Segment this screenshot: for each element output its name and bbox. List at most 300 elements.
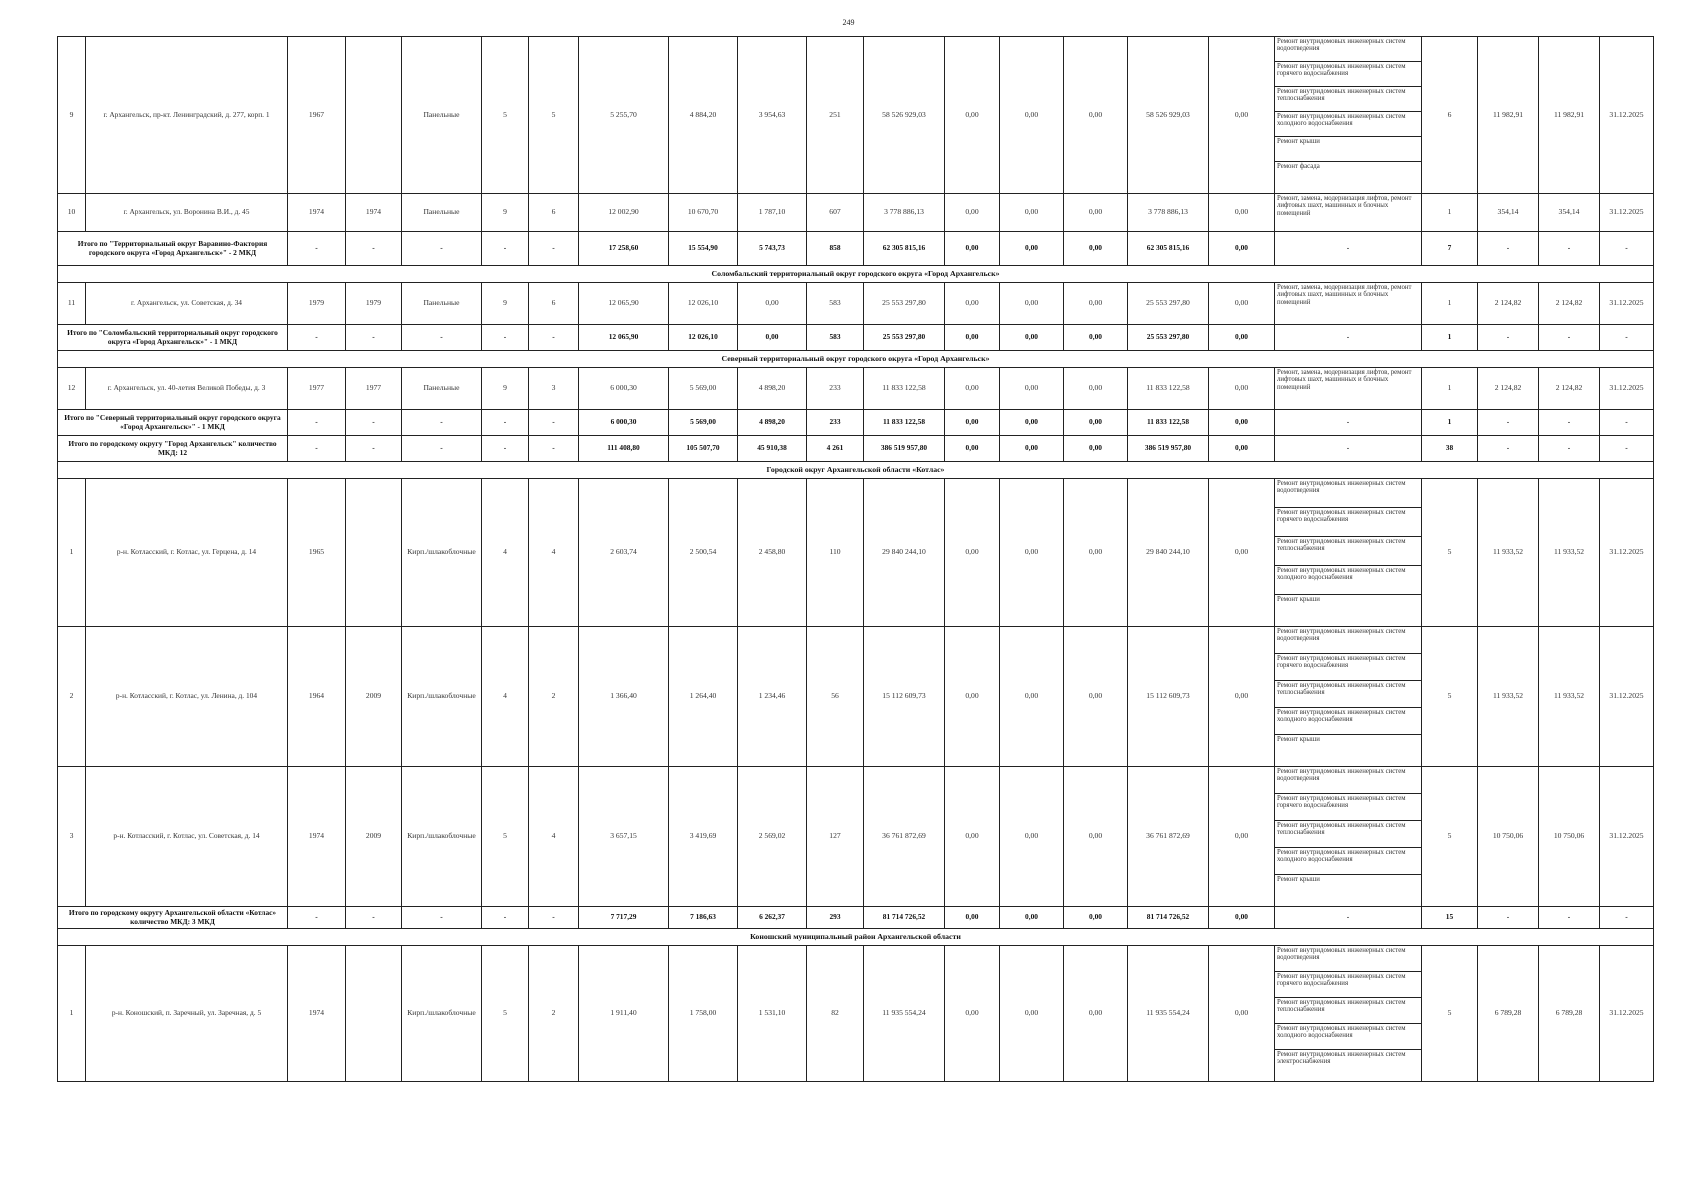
works-list <box>1275 368 1422 410</box>
work-item: Ремонт фасада <box>1277 163 1320 170</box>
total-cost-total: 25 553 297,80 <box>864 325 945 351</box>
works-count: 5 <box>1422 627 1478 767</box>
total-f2: 0,00 <box>1000 325 1064 351</box>
row-number: 10 <box>58 194 86 232</box>
table-row <box>58 194 1654 232</box>
residents: 110 <box>807 479 864 627</box>
unit-cost: 11 933,52 <box>1478 627 1539 767</box>
dash-cell: - <box>529 907 579 929</box>
total-area-res: 0,00 <box>738 325 807 351</box>
area-living: 4 884,20 <box>669 37 738 194</box>
work-item: Ремонт внутридомовых инженерных систем холодного водоснабжения <box>1275 1024 1421 1050</box>
total-f4: 62 305 815,16 <box>1128 232 1209 266</box>
works-count: 1 <box>1422 368 1478 410</box>
dash-cell: - <box>1600 410 1654 436</box>
dash-cell: - <box>1478 232 1539 266</box>
total-label: Итого по "Соломбальский территориальный округ городского округа «Город Архангельск»" - 1 МКД <box>58 325 288 351</box>
f5: 0,00 <box>1209 368 1275 410</box>
residents: 127 <box>807 767 864 907</box>
section-header-row <box>58 929 1654 946</box>
f5: 0,00 <box>1209 283 1275 325</box>
work-item: Ремонт крыши <box>1275 137 1421 162</box>
area-living: 10 670,70 <box>669 194 738 232</box>
area-total: 2 603,74 <box>579 479 669 627</box>
f1: 0,00 <box>945 767 1000 907</box>
work-item: Ремонт, замена, модернизация лифтов, ремонт лифтовых шахт, машинных и блочных помещений <box>1277 284 1412 306</box>
f3: 0,00 <box>1064 627 1128 767</box>
floors: 9 <box>482 283 529 325</box>
section-header-row <box>58 462 1654 479</box>
total-residents: 233 <box>807 410 864 436</box>
f5: 0,00 <box>1209 479 1275 627</box>
dash-cell: - <box>482 436 529 462</box>
f3: 0,00 <box>1064 946 1128 1082</box>
total-cost-total: 62 305 815,16 <box>864 232 945 266</box>
work-item: Ремонт внутридомовых инженерных систем водоотведения <box>1275 37 1421 62</box>
work-item: Ремонт внутридомовых инженерных систем горячего водоснабжения <box>1275 508 1421 537</box>
dash-cell: - <box>1275 907 1422 929</box>
area-total: 6 000,30 <box>579 368 669 410</box>
year-reconstruction <box>346 37 402 194</box>
row-number: 9 <box>58 37 86 194</box>
table-row <box>58 627 1654 767</box>
f1: 0,00 <box>945 946 1000 1082</box>
deadline: 31.12.2025 <box>1600 627 1654 767</box>
year-built: 1967 <box>288 37 346 194</box>
residents: 607 <box>807 194 864 232</box>
year-reconstruction <box>346 479 402 627</box>
total-area-living: 7 186,63 <box>669 907 738 929</box>
dash-cell: - <box>1600 232 1654 266</box>
area-res: 1 531,10 <box>738 946 807 1082</box>
year-built: 1965 <box>288 479 346 627</box>
dash-cell: - <box>402 907 482 929</box>
dash-cell: - <box>1600 907 1654 929</box>
dash-cell: - <box>1539 436 1600 462</box>
cost-total: 15 112 609,73 <box>864 627 945 767</box>
dash-cell: - <box>482 410 529 436</box>
deadline: 31.12.2025 <box>1600 368 1654 410</box>
area-res: 4 898,20 <box>738 368 807 410</box>
area-res: 1 234,46 <box>738 627 807 767</box>
dash-cell: - <box>288 410 346 436</box>
dash-cell: - <box>482 325 529 351</box>
unit-cost: 11 982,91 <box>1478 37 1539 194</box>
row-number: 11 <box>58 283 86 325</box>
total-row <box>58 232 1654 266</box>
area-living: 3 419,69 <box>669 767 738 907</box>
address-cell: г. Архангельск, ул. Советская, д. 34 <box>86 283 288 325</box>
unit-cost: 2 124,82 <box>1478 283 1539 325</box>
floors: 5 <box>482 767 529 907</box>
f2: 0,00 <box>1000 194 1064 232</box>
area-total: 5 255,70 <box>579 37 669 194</box>
dash-cell: - <box>288 436 346 462</box>
work-item: Ремонт внутридомовых инженерных систем горячего водоснабжения <box>1275 62 1421 87</box>
total-residents: 4 261 <box>807 436 864 462</box>
total-area-living: 12 026,10 <box>669 325 738 351</box>
address-cell: г. Архангельск, ул. 40-летия Великой Победы, д. 3 <box>86 368 288 410</box>
dash-cell: - <box>1539 325 1600 351</box>
total-row <box>58 410 1654 436</box>
f2: 0,00 <box>1000 627 1064 767</box>
work-item: Ремонт внутридомовых инженерных систем холодного водоснабжения <box>1275 112 1421 137</box>
address-cell: г. Архангельск, ул. Воронина В.И., д. 45 <box>86 194 288 232</box>
dash-cell: - <box>529 436 579 462</box>
cost-total: 3 778 886,13 <box>864 194 945 232</box>
dash-cell: - <box>346 907 402 929</box>
f2: 0,00 <box>1000 946 1064 1082</box>
wall-material: Панельные <box>402 283 482 325</box>
unit-cost: 11 933,52 <box>1478 479 1539 627</box>
total-area-res: 4 898,20 <box>738 410 807 436</box>
works-list <box>1275 37 1422 194</box>
page-number: 249 <box>842 18 855 27</box>
total-f5: 0,00 <box>1209 325 1275 351</box>
address-cell: р-н. Коношский, п. Заречный, ул. Заречная, д. 5 <box>86 946 288 1082</box>
total-f5: 0,00 <box>1209 907 1275 929</box>
unit-cost-limit: 10 750,06 <box>1539 767 1600 907</box>
total-f5: 0,00 <box>1209 436 1275 462</box>
f2: 0,00 <box>1000 767 1064 907</box>
dash-cell: - <box>402 410 482 436</box>
total-works-count: 38 <box>1422 436 1478 462</box>
total-area-total: 12 065,90 <box>579 325 669 351</box>
deadline: 31.12.2025 <box>1600 767 1654 907</box>
total-label: Итого по "Северный территориальный округ городского округа «Город Архангельск»" - 1 МКД <box>58 410 288 436</box>
year-reconstruction: 1974 <box>346 194 402 232</box>
area-res: 0,00 <box>738 283 807 325</box>
work-item: Ремонт внутридомовых инженерных систем водоотведения <box>1275 946 1421 972</box>
table-row <box>58 767 1654 907</box>
works-count: 6 <box>1422 37 1478 194</box>
f3: 0,00 <box>1064 767 1128 907</box>
unit-cost: 6 789,28 <box>1478 946 1539 1082</box>
year-built: 1977 <box>288 368 346 410</box>
f4: 58 526 929,03 <box>1128 37 1209 194</box>
f1: 0,00 <box>945 37 1000 194</box>
area-living: 5 569,00 <box>669 368 738 410</box>
work-item: Ремонт внутридомовых инженерных систем горячего водоснабжения <box>1275 794 1421 821</box>
wall-material: Панельные <box>402 368 482 410</box>
f4: 3 778 886,13 <box>1128 194 1209 232</box>
repair-program-table <box>57 36 1654 1082</box>
area-res: 1 787,10 <box>738 194 807 232</box>
total-f1: 0,00 <box>945 410 1000 436</box>
row-number: 12 <box>58 368 86 410</box>
f1: 0,00 <box>945 368 1000 410</box>
area-living: 12 026,10 <box>669 283 738 325</box>
dash-cell: - <box>1600 325 1654 351</box>
wall-material: Кирп./шлакоблочные <box>402 627 482 767</box>
year-reconstruction <box>346 946 402 1082</box>
dash-cell: - <box>1600 436 1654 462</box>
work-item: Ремонт внутридомовых инженерных систем теплоснабжения <box>1275 681 1421 708</box>
year-built: 1974 <box>288 194 346 232</box>
total-area-total: 6 000,30 <box>579 410 669 436</box>
total-works-count: 1 <box>1422 410 1478 436</box>
floors: 9 <box>482 368 529 410</box>
row-number: 1 <box>58 479 86 627</box>
wall-material: Кирп./шлакоблочные <box>402 946 482 1082</box>
work-item: Ремонт внутридомовых инженерных систем водоотведения <box>1275 479 1421 508</box>
work-item: Ремонт крыши <box>1277 736 1320 743</box>
total-cost-total: 386 519 957,80 <box>864 436 945 462</box>
f2: 0,00 <box>1000 479 1064 627</box>
area-res: 3 954,63 <box>738 37 807 194</box>
address-cell: р-н. Котласский, г. Котлас, ул. Ленина, д. 104 <box>86 627 288 767</box>
entrances: 3 <box>529 368 579 410</box>
year-reconstruction: 1979 <box>346 283 402 325</box>
dash-cell: - <box>482 907 529 929</box>
work-item: Ремонт внутридомовых инженерных систем холодного водоснабжения <box>1275 848 1421 875</box>
dash-cell: - <box>346 232 402 266</box>
area-living: 2 500,54 <box>669 479 738 627</box>
section-title: Соломбальский территориальный округ городского округа «Город Архангельск» <box>58 266 1654 283</box>
deadline: 31.12.2025 <box>1600 37 1654 194</box>
year-built: 1974 <box>288 767 346 907</box>
total-area-res: 6 262,37 <box>738 907 807 929</box>
year-built: 1979 <box>288 283 346 325</box>
f3: 0,00 <box>1064 194 1128 232</box>
f4: 11 935 554,24 <box>1128 946 1209 1082</box>
work-item: Ремонт крыши <box>1277 596 1320 603</box>
f5: 0,00 <box>1209 37 1275 194</box>
total-residents: 858 <box>807 232 864 266</box>
unit-cost-limit: 2 124,82 <box>1539 283 1600 325</box>
wall-material: Панельные <box>402 37 482 194</box>
work-item: Ремонт внутридомовых инженерных систем водоотведения <box>1275 767 1421 794</box>
dash-cell: - <box>482 232 529 266</box>
table-row <box>58 283 1654 325</box>
total-f3: 0,00 <box>1064 410 1128 436</box>
area-total: 12 002,90 <box>579 194 669 232</box>
area-total: 1 911,40 <box>579 946 669 1082</box>
floors: 4 <box>482 479 529 627</box>
dash-cell: - <box>288 907 346 929</box>
total-f2: 0,00 <box>1000 907 1064 929</box>
work-item: Ремонт внутридомовых инженерных систем холодного водоснабжения <box>1275 566 1421 595</box>
total-row <box>58 907 1654 929</box>
section-title: Городской округ Архангельской области «Котлас» <box>58 462 1654 479</box>
works-count: 5 <box>1422 479 1478 627</box>
dash-cell: - <box>529 325 579 351</box>
f4: 25 553 297,80 <box>1128 283 1209 325</box>
dash-cell: - <box>346 436 402 462</box>
area-res: 2 458,80 <box>738 479 807 627</box>
entrances: 6 <box>529 194 579 232</box>
unit-cost-limit: 2 124,82 <box>1539 368 1600 410</box>
total-residents: 293 <box>807 907 864 929</box>
total-label: Итого по городскому округу "Город Архангельск" количество МКД: 12 <box>58 436 288 462</box>
area-living: 1 758,00 <box>669 946 738 1082</box>
works-list <box>1275 283 1422 325</box>
total-area-total: 111 408,80 <box>579 436 669 462</box>
f3: 0,00 <box>1064 479 1128 627</box>
row-number: 1 <box>58 946 86 1082</box>
work-item: Ремонт крыши <box>1277 876 1320 883</box>
total-f3: 0,00 <box>1064 325 1128 351</box>
dash-cell: - <box>1539 907 1600 929</box>
total-area-total: 7 717,29 <box>579 907 669 929</box>
area-total: 3 657,15 <box>579 767 669 907</box>
work-item: Ремонт внутридомовых инженерных систем теплоснабжения <box>1275 537 1421 566</box>
cost-total: 58 526 929,03 <box>864 37 945 194</box>
section-header-row <box>58 351 1654 368</box>
dash-cell: - <box>1275 325 1422 351</box>
total-f5: 0,00 <box>1209 232 1275 266</box>
total-row <box>58 436 1654 462</box>
total-f2: 0,00 <box>1000 410 1064 436</box>
f4: 15 112 609,73 <box>1128 627 1209 767</box>
work-item: Ремонт, замена, модернизация лифтов, ремонт лифтовых шахт, машинных и блочных помещений <box>1277 369 1412 391</box>
entrances: 2 <box>529 946 579 1082</box>
total-cost-total: 81 714 726,52 <box>864 907 945 929</box>
works-list <box>1275 767 1422 907</box>
cost-total: 11 935 554,24 <box>864 946 945 1082</box>
total-area-living: 105 507,70 <box>669 436 738 462</box>
work-item: Ремонт внутридомовых инженерных систем теплоснабжения <box>1275 821 1421 848</box>
f2: 0,00 <box>1000 37 1064 194</box>
total-area-living: 15 554,90 <box>669 232 738 266</box>
residents: 56 <box>807 627 864 767</box>
address-cell: г. Архангельск, пр-кт. Ленинградский, д. 277, корп. 1 <box>86 37 288 194</box>
f3: 0,00 <box>1064 368 1128 410</box>
address-cell: р-н. Котласский, г. Котлас, ул. Герцена, д. 14 <box>86 479 288 627</box>
dash-cell: - <box>402 325 482 351</box>
year-reconstruction: 2009 <box>346 767 402 907</box>
total-f4: 81 714 726,52 <box>1128 907 1209 929</box>
total-f3: 0,00 <box>1064 907 1128 929</box>
address-cell: р-н. Котласский, г. Котлас, ул. Советская, д. 14 <box>86 767 288 907</box>
wall-material: Кирп./шлакоблочные <box>402 479 482 627</box>
dash-cell: - <box>529 232 579 266</box>
table-row <box>58 946 1654 1082</box>
unit-cost-limit: 11 933,52 <box>1539 627 1600 767</box>
total-f4: 11 833 122,58 <box>1128 410 1209 436</box>
year-built: 1974 <box>288 946 346 1082</box>
residents: 233 <box>807 368 864 410</box>
f2: 0,00 <box>1000 283 1064 325</box>
cost-total: 29 840 244,10 <box>864 479 945 627</box>
dash-cell: - <box>1478 410 1539 436</box>
total-label: Итого по "Территориальный округ Варавино-Фактория городского округа «Город Архангельск»" - 2 МКД <box>58 232 288 266</box>
cost-total: 25 553 297,80 <box>864 283 945 325</box>
work-item: Ремонт внутридомовых инженерных систем горячего водоснабжения <box>1275 972 1421 998</box>
total-area-living: 5 569,00 <box>669 410 738 436</box>
f5: 0,00 <box>1209 627 1275 767</box>
dash-cell: - <box>1539 232 1600 266</box>
year-reconstruction: 2009 <box>346 627 402 767</box>
f3: 0,00 <box>1064 283 1128 325</box>
table-body <box>58 37 1654 1082</box>
dash-cell: - <box>1478 325 1539 351</box>
total-f5: 0,00 <box>1209 410 1275 436</box>
total-residents: 583 <box>807 325 864 351</box>
f4: 29 840 244,10 <box>1128 479 1209 627</box>
dash-cell: - <box>1275 410 1422 436</box>
works-list <box>1275 946 1422 1082</box>
total-f3: 0,00 <box>1064 436 1128 462</box>
cost-total: 36 761 872,69 <box>864 767 945 907</box>
works-list <box>1275 627 1422 767</box>
dash-cell: - <box>1275 232 1422 266</box>
floors: 4 <box>482 627 529 767</box>
work-item: Ремонт внутридомовых инженерных систем теплоснабжения <box>1275 87 1421 112</box>
residents: 583 <box>807 283 864 325</box>
year-reconstruction: 1977 <box>346 368 402 410</box>
section-title: Северный территориальный округ городского округа «Город Архангельск» <box>58 351 1654 368</box>
f5: 0,00 <box>1209 946 1275 1082</box>
works-count: 5 <box>1422 946 1478 1082</box>
dash-cell: - <box>529 410 579 436</box>
area-total: 12 065,90 <box>579 283 669 325</box>
dash-cell: - <box>288 232 346 266</box>
total-f1: 0,00 <box>945 436 1000 462</box>
unit-cost-limit: 354,14 <box>1539 194 1600 232</box>
unit-cost: 2 124,82 <box>1478 368 1539 410</box>
f4: 36 761 872,69 <box>1128 767 1209 907</box>
work-item: Ремонт внутридомовых инженерных систем холодного водоснабжения <box>1275 708 1421 735</box>
work-item: Ремонт внутридомовых инженерных систем теплоснабжения <box>1275 998 1421 1024</box>
total-f1: 0,00 <box>945 232 1000 266</box>
total-f4: 25 553 297,80 <box>1128 325 1209 351</box>
total-f3: 0,00 <box>1064 232 1128 266</box>
table-row <box>58 368 1654 410</box>
year-built: 1964 <box>288 627 346 767</box>
wall-material: Кирп./шлакоблочные <box>402 767 482 907</box>
unit-cost: 354,14 <box>1478 194 1539 232</box>
floors: 5 <box>482 37 529 194</box>
dash-cell: - <box>402 436 482 462</box>
dash-cell: - <box>346 325 402 351</box>
section-title: Коношский муниципальный район Архангельской области <box>58 929 1654 946</box>
works-list <box>1275 479 1422 627</box>
area-living: 1 264,40 <box>669 627 738 767</box>
table-row <box>58 479 1654 627</box>
total-area-res: 5 743,73 <box>738 232 807 266</box>
work-item: Ремонт внутридомовых инженерных систем электроснабжения <box>1277 1051 1406 1066</box>
entrances: 4 <box>529 479 579 627</box>
floors: 9 <box>482 194 529 232</box>
works-count: 5 <box>1422 767 1478 907</box>
deadline: 31.12.2025 <box>1600 283 1654 325</box>
f5: 0,00 <box>1209 767 1275 907</box>
residents: 251 <box>807 37 864 194</box>
total-row <box>58 325 1654 351</box>
f2: 0,00 <box>1000 368 1064 410</box>
area-res: 2 569,02 <box>738 767 807 907</box>
work-item: Ремонт внутридомовых инженерных систем горячего водоснабжения <box>1275 654 1421 681</box>
total-area-res: 45 910,38 <box>738 436 807 462</box>
table-row <box>58 37 1654 194</box>
section-header-row <box>58 266 1654 283</box>
dash-cell: - <box>1478 907 1539 929</box>
unit-cost: 10 750,06 <box>1478 767 1539 907</box>
residents: 82 <box>807 946 864 1082</box>
works-count: 1 <box>1422 194 1478 232</box>
f4: 11 833 122,58 <box>1128 368 1209 410</box>
f5: 0,00 <box>1209 194 1275 232</box>
f3: 0,00 <box>1064 37 1128 194</box>
dash-cell: - <box>346 410 402 436</box>
area-total: 1 366,40 <box>579 627 669 767</box>
row-number: 3 <box>58 767 86 907</box>
works-list <box>1275 194 1422 232</box>
f1: 0,00 <box>945 627 1000 767</box>
unit-cost-limit: 11 982,91 <box>1539 37 1600 194</box>
total-cost-total: 11 833 122,58 <box>864 410 945 436</box>
